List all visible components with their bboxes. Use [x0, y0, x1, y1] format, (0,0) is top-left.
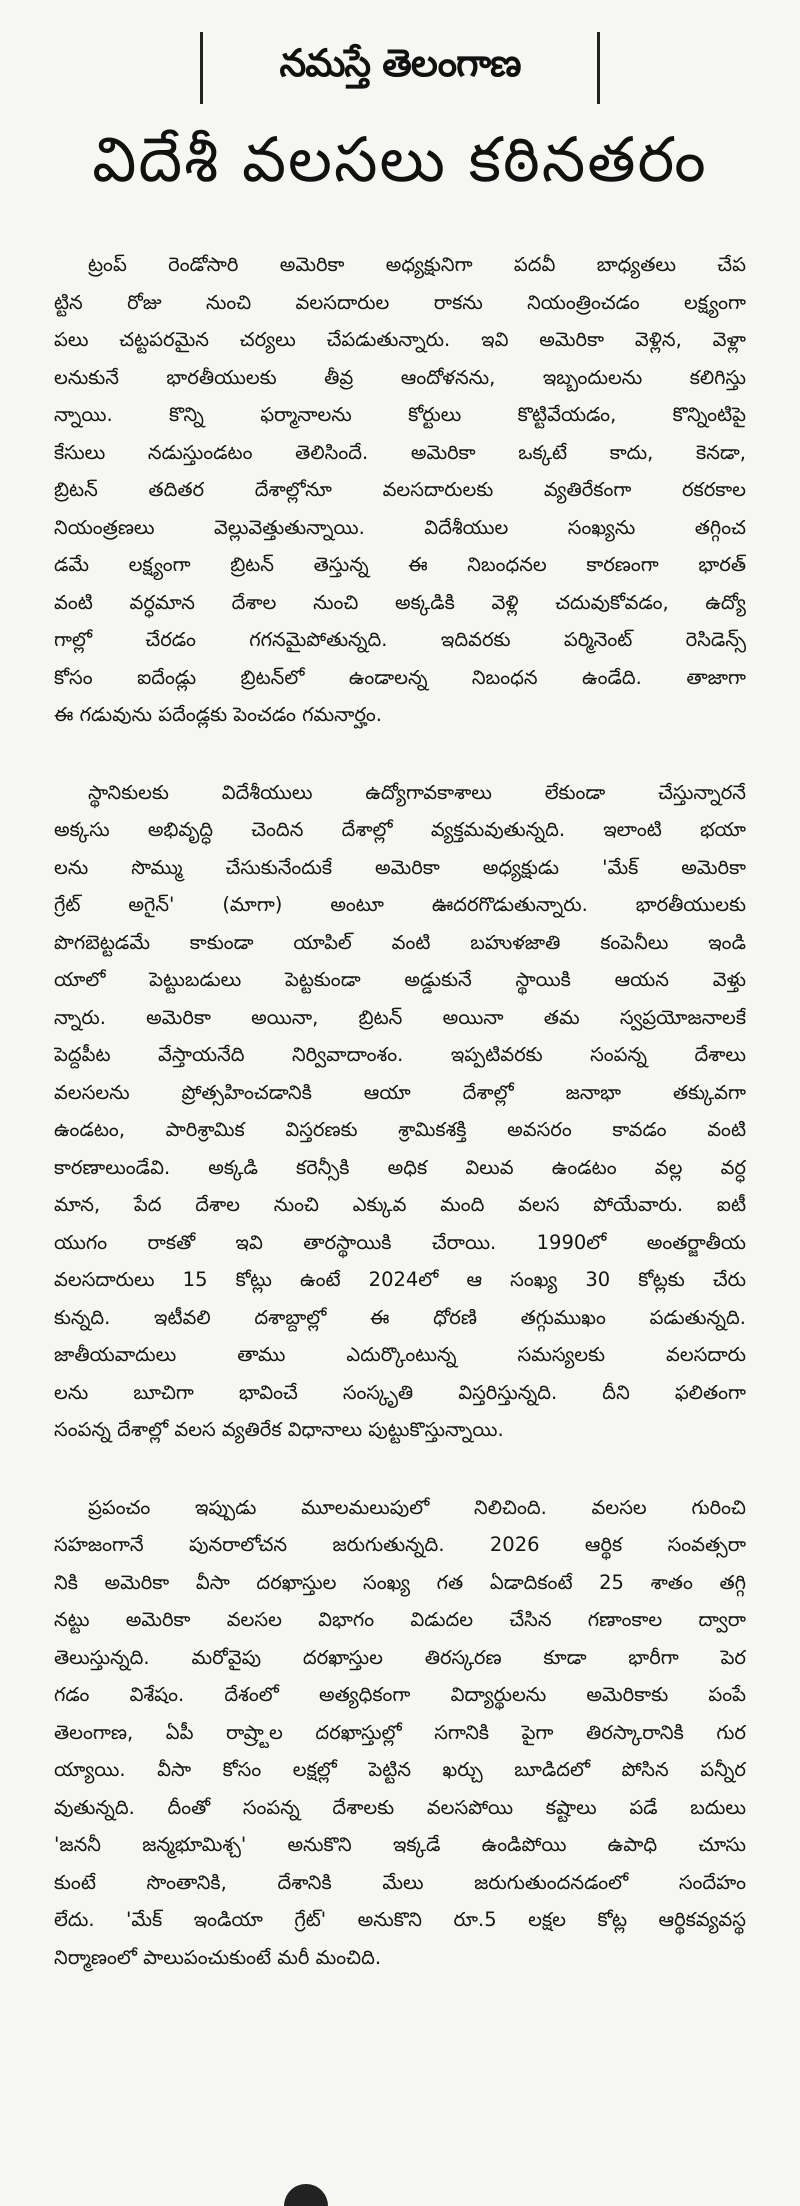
article-line: న్నారు. అమెరికా అయినా, బ్రిటన్ అయినా తమ స్వప్రయోజనాలకే	[54, 1005, 746, 1029]
article-line: ట్టిన రోజు నుంచి వలసదారుల రాకను నియంత్రించడం లక్ష్యంగా	[54, 290, 746, 314]
article-line: లను బూచిగా భావించే సంస్కృతి విస్తరిస్తున్నది. దీని ఫలితంగా	[54, 1380, 746, 1404]
article-line: పొగబెట్టడమే కాకుండా యాపిల్ వంటి బహుళజాతి కంపెనీలు ఇండి	[54, 930, 746, 954]
article-line: య్యాయి. వీసా కోసం లక్షల్లో పెట్టిన ఖర్చు బూడిదలో పోసిన పన్నీర	[54, 1758, 746, 1781]
article-line: పలు చట్టపరమైన చర్యలు చేపడుతున్నారు. ఇవి అమెరికా వెళ్లిన, వెళ్లా	[54, 328, 746, 351]
article-line: ట్రంప్ రెండోసారి అమెరికా అధ్యక్షునిగా పదవీ బాధ్యతలు చేప	[88, 253, 746, 276]
article-line: తెలుస్తున్నది. మరోవైపు దరఖాస్తుల తిరస్కరణ కూడా భారీగా పెర	[54, 1645, 746, 1669]
article-paragraph	[54, 774, 746, 1449]
article-line: యాలో పెట్టుబడులు పెట్టకుండా అడ్డుకునే స్థాయికి ఆయన వెళ్తు	[54, 968, 746, 991]
article-line: పెద్దపీట వేస్తాయనేది నిర్వివాదాంశం. ఇప్పటివరకు సంపన్న దేశాలు	[54, 1043, 746, 1066]
article-line: నికి అమెరికా వీసా దరఖాస్తుల సంఖ్య గత ఏడాదికంటే 25 శాతం తగ్గి	[54, 1570, 746, 1594]
article-line: వలసలను ప్రోత్సహించడానికి ఆయా దేశాల్లో జనాభా తక్కువగా	[54, 1080, 746, 1104]
article-line: అక్కసు అభివృద్ధి చెందిన దేశాల్లో వ్యక్తమవుతున్నది. ఇలాంటి భయా	[54, 818, 746, 841]
article-line: డమే లక్ష్యంగా బ్రిటన్ తెస్తున్న ఈ నిబంధనల కారణంగా భారత్	[54, 553, 746, 576]
article-line: వంటి వర్ధమాన దేశాల నుంచి అక్కడికి వెళ్లి చదువుకోవడం, ఉద్యో	[54, 590, 746, 614]
article-line: వుతున్నది. దీంతో సంపన్న దేశాలకు వలసపోయి కష్టాలు పడే బదులు	[54, 1795, 746, 1819]
article-line: లను సొమ్ము చేసుకునేందుకే అమెరికా అధ్యక్షుడు 'మేక్ అమెరికా	[54, 855, 746, 879]
article-line: బ్రిటన్ తదితర దేశాల్లోనూ వలసదారులకు వ్యతిరేకంగా రకరకాల	[54, 478, 746, 501]
article-line: లేదు. 'మేక్ ఇండియా గ్రేట్' అనుకొని రూ.5 లక్షల కోట్ల ఆర్థికవ్యవస్థ	[54, 1908, 746, 1931]
headline	[40, 112, 760, 222]
footer-ornament	[284, 2184, 328, 2206]
article-line: న్నాయి. కొన్ని ఫర్మానాలను కోర్టులు కొట్టివేయడం, కొన్నింటిపై	[54, 403, 746, 426]
masthead-title: నమస్తే తెలంగాణ	[279, 41, 521, 85]
article-body	[54, 246, 746, 2016]
article-line: నియంత్రణలు వెల్లువెత్తుతున్నాయి. విదేశీయుల సంఖ్యను తగ్గించ	[54, 515, 746, 539]
article-paragraph	[54, 1489, 746, 1977]
article-line: జాతీయవాదులు తాము ఎదుర్కొంటున్న సమస్యలకు వలసదారు	[54, 1343, 746, 1366]
article-line: వలసదారులు 15 కోట్లు ఉంటే 2024లో ఆ సంఖ్య 30 కోట్లకు చేరు	[54, 1268, 746, 1291]
article-line: కారణాలుండేవి. అక్కడి కరెన్సీకి అధిక విలువ ఉండటం వల్ల వర్ధ	[54, 1155, 746, 1179]
article-line: ఉండటం, పారిశ్రామిక విస్తరణకు శ్రామికశక్తి అవసరం కావడం వంటి	[54, 1118, 746, 1141]
article-line: సంపన్న దేశాల్లో వలస వ్యతిరేక విధానాలు పుట్టుకొస్తున్నాయి.	[54, 1418, 504, 1441]
article-line: గడం విశేషం. దేశంలో అత్యధికంగా విద్యార్థులను అమెరికాకు పంపే	[54, 1683, 746, 1706]
article-line: కోసం ఐదేండ్లు బ్రిటన్‌లో ఉండాలన్న నిబంధన ఉండేది. తాజాగా	[54, 665, 746, 689]
article-line: నట్టు అమెరికా వలసల విభాగం విడుదల చేసిన గణాంకాల ద్వారా	[54, 1608, 746, 1631]
article-line: గ్రేట్ అగైన్' (మాగా) అంటూ ఊదరగొడుతున్నారు. భారతీయులకు	[54, 893, 746, 916]
headline-text: విదేశీ వలసలు కఠినతరం	[92, 123, 708, 196]
article-line: ప్రపంచం ఇప్పుడు మూలమలుపులో నిలిచింది. వలసల గురించి	[88, 1495, 746, 1519]
article-line: మాన, పేద దేశాల నుంచి ఎక్కువ మంది వలస పోయేవారు. ఐటీ	[54, 1193, 746, 1216]
article-line: కున్నది. ఇటీవలి దశాబ్దాల్లో ఈ ధోరణి తగ్గుముఖం పడుతున్నది.	[54, 1305, 746, 1329]
article-line: కేసులు నడుస్తుండటం తెలిసిందే. అమెరికా ఒక్కటే కాదు, కెనడా,	[54, 440, 746, 464]
article-line: యుగం రాకతో ఇవి తారస్థాయికి చేరాయి. 1990లో అంతర్జాతీయ	[54, 1230, 746, 1254]
article-line: కుంటే సొంతానికి, దేశానికి మేలు జరుగుతుందనడంలో సందేహం	[54, 1870, 746, 1894]
article-line: తెలంగాణ, ఏపీ రాష్ర్టాల దరఖాస్తుల్లో సగానికి పైగా తిరస్కారానికి గుర	[54, 1720, 746, 1744]
article-paragraph	[54, 246, 746, 734]
article-line: సహజంగానే పునరాలోచన జరుగుతున్నది. 2026 ఆర్థిక సంవత్సరా	[54, 1533, 746, 1556]
article-line: గాల్లో చేరడం గగనమైపోతున్నది. ఇదివరకు పర్మినెంట్ రెసిడెన్స్	[54, 628, 746, 651]
article-line: ఈ గడువును పదేండ్లకు పెంచడం గమనార్హం.	[54, 703, 382, 726]
article-line: లనుకునే భారతీయులకు తీవ్ర ఆందోళనను, ఇబ్బందులను కలిగిస్తు	[54, 365, 746, 389]
article-line: 'జననీ జన్మభూమిశ్చ' అనుకొని ఇక్కడే ఉండిపోయి ఉపాధి చూసు	[54, 1833, 746, 1856]
masthead	[200, 32, 600, 104]
article-line: స్థానికులకు విదేశీయులు ఉద్యోగావకాశాలు లేకుండా చేస్తున్నారనే	[88, 780, 746, 804]
article-line: నిర్మాణంలో పాలుపంచుకుంటే మరీ మంచిది.	[54, 1945, 382, 1969]
